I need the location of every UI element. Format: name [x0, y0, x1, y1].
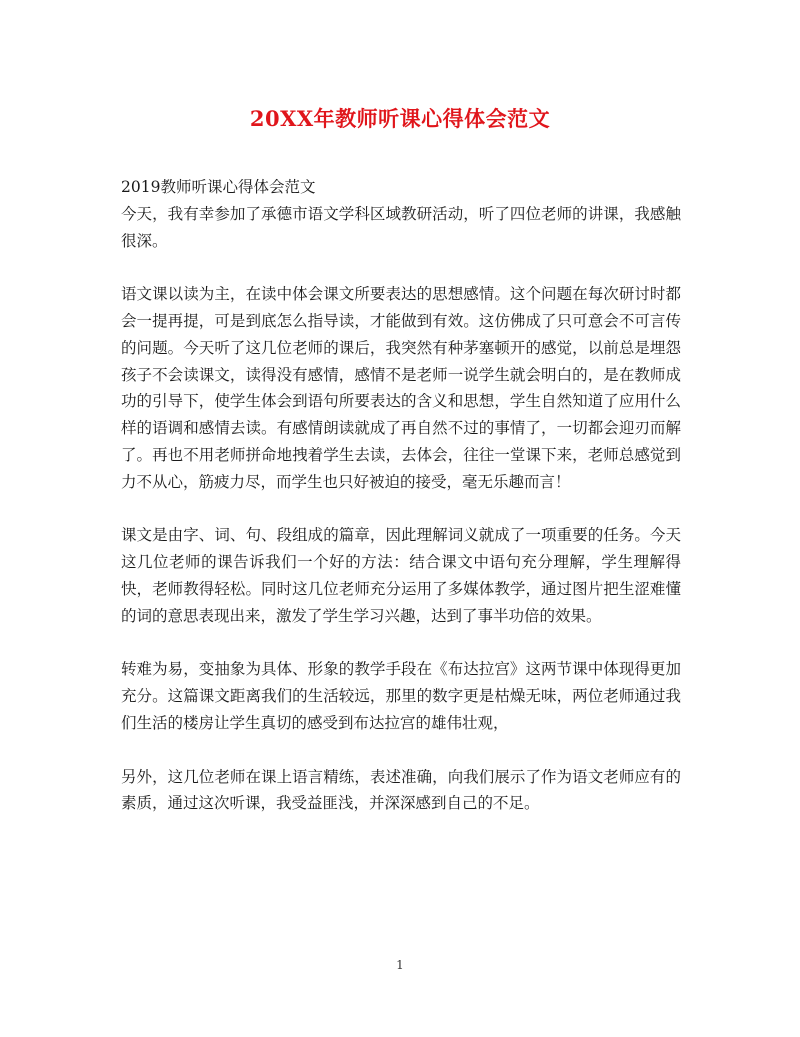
paragraph-1: 今天，我有幸参加了承德市语文学科区域教研活动，听了四位老师的讲课，我感触很深。 — [121, 204, 681, 250]
document-subtitle: 2019教师听课心得体会范文 — [121, 178, 316, 196]
paragraph-2: 语文课以读为主，在读中体会课文所要表达的思想感情。这个问题在每次研讨时都会一提再提，可是到底怎么指导读，才能做到有效。这仿佛成了只可意会不可言传的问题。今天听了这几位老师的课后，我突然有种茅塞顿开的感觉，以前总是埋怨孩子不会读课文，读得没有感情，感情不是老师一说学生就会明白的，是在教师成功的引导下，使学生体会到语句所要表达的含义和思想，学生自然知道了应用什么样的语调和感情去读。有感情朗读就成了再自然不过的事情了，一切都会迎刃而解了。再也不用老师拼命地拽着学生去读，去体会，往往一堂课下来，老师总感觉到力不从心，筋疲力尽，而学生也只好被迫的接受，毫无乐趣而言！ — [121, 285, 681, 491]
document-title: 20XX年教师听课心得体会范文 — [249, 106, 551, 131]
document-body — [121, 174, 681, 817]
paragraph-3: 课文是由字、词、句、段组成的篇章，因此理解词义就成了一项重要的任务。今天这几位老师的课告诉我们一个好的方法：结合课文中语句充分理解，学生理解得快，老师教得轻松。同时这几位老师充分运用了多媒体教学，通过图片把生涩难懂的词的意思表现出来，激发了学生学习兴趣，达到了事半功倍的效果。 — [121, 526, 681, 625]
paragraph-4: 转难为易，变抽象为具体、形象的教学手段在《布达拉宫》这两节课中体现得更加充分。这篇课文距离我们的生活较远，那里的数字更是枯燥无味，两位老师通过我们生活的楼房让学生真切的感受到布达拉宫的雄伟壮观， — [121, 660, 681, 732]
page-number: 1 — [396, 958, 404, 972]
paragraph-5: 另外，这几位老师在课上语言精练，表述准确，向我们展示了作为语文老师应有的素质，通过这次听课，我受益匪浅，并深深感到自己的不足。 — [121, 767, 681, 813]
